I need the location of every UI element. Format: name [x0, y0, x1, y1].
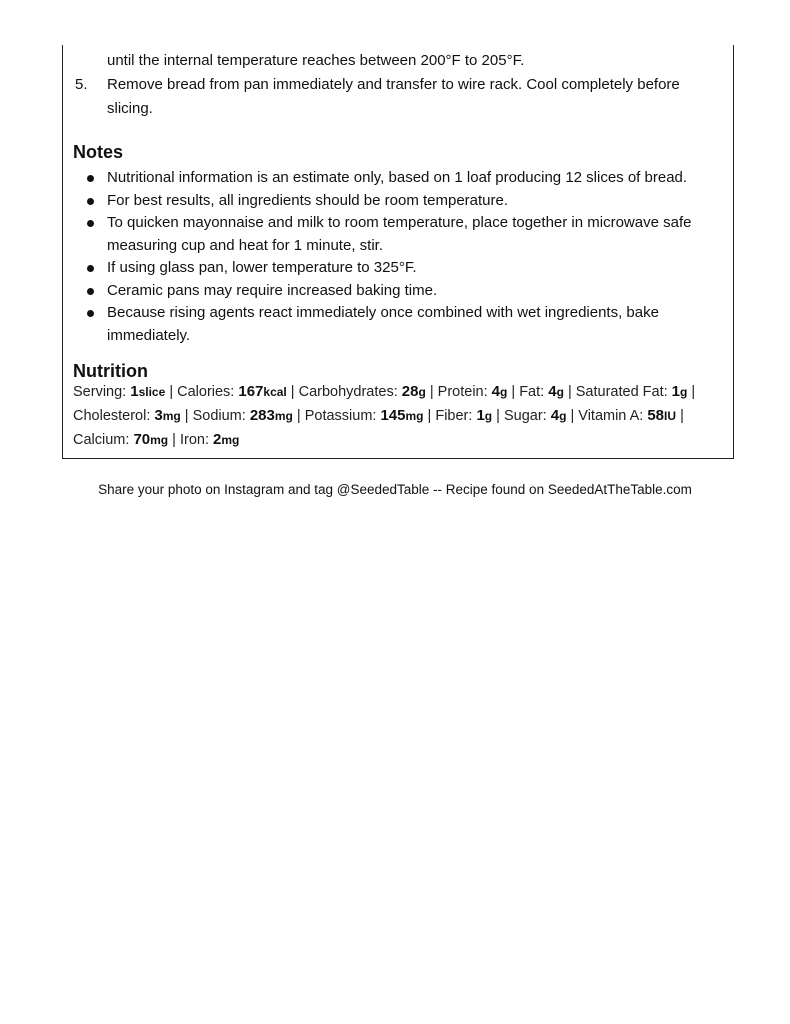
- nutrition-item: [73, 384, 165, 400]
- nutrition-label: Cholesterol:: [73, 408, 151, 424]
- note-item: [63, 167, 733, 190]
- nutrition-label: Fiber:: [435, 408, 473, 424]
- nutrition-item: [578, 408, 676, 424]
- notes-heading: Notes: [73, 142, 124, 162]
- nutrition-value: 1: [671, 383, 681, 400]
- nutrition-item: [438, 384, 508, 400]
- nutrition-value: 28: [401, 383, 419, 400]
- nutrition-label: Calcium:: [73, 432, 130, 448]
- bullet-icon: [87, 175, 94, 182]
- nutrition-unit: g: [418, 385, 426, 399]
- notes-list: [63, 167, 733, 347]
- bullet-icon: [87, 288, 94, 295]
- nutrition-item: [576, 384, 688, 400]
- recipe-card: [62, 45, 734, 459]
- nutrition-separator: |: [570, 408, 575, 424]
- share-footer: Share your photo on Instagram and tag @SeededTable -- Recipe found on SeededAtTheTable.com: [98, 482, 692, 497]
- nutrition-separator: |: [691, 384, 696, 400]
- note-text: Nutritional information is an estimate only, based on 1 loaf producing 12 slices of bread.: [107, 169, 688, 186]
- nutrition-unit: mg: [405, 409, 424, 423]
- nutrition-unit: g: [680, 385, 688, 399]
- note-text: Ceramic pans may require increased baking time.: [107, 281, 438, 299]
- nutrition-heading: Nutrition: [73, 361, 148, 381]
- nutrition-label: Fat:: [519, 384, 545, 400]
- bullet-icon: [87, 310, 94, 317]
- nutrition-item: [519, 384, 564, 400]
- nutrition-value: 4: [548, 383, 557, 400]
- note-item: [63, 257, 733, 280]
- nutrition-unit: g: [500, 385, 508, 399]
- nutrition-separator: |: [511, 384, 516, 400]
- nutrition-item: [305, 408, 424, 424]
- nutrition-item: [435, 408, 492, 424]
- nutrition-unit: mg: [274, 409, 293, 423]
- nutrition-item: [180, 432, 239, 448]
- nutrition-value: 1: [476, 407, 485, 424]
- nutrition-item: [73, 432, 168, 448]
- note-text: For best results, all ingredients should be room temperature.: [107, 191, 509, 209]
- nutrition-separator: |: [296, 408, 301, 424]
- note-text: To quicken mayonnaise and milk to room temperature, place together in microwave safe measuring cup and heat for 1 minute, stir.: [107, 214, 692, 254]
- nutrition-value: 1: [130, 383, 139, 400]
- nutrition-separator: |: [496, 408, 500, 424]
- nutrition-unit: mg: [221, 433, 240, 447]
- nutrition-value: 3: [154, 407, 163, 424]
- nutrition-label: Saturated Fat:: [575, 384, 668, 400]
- nutrition-item: [504, 408, 566, 424]
- nutrition-item: [177, 384, 287, 400]
- nutrition-unit: mg: [150, 433, 169, 447]
- nutrition-label: Vitamin A:: [578, 408, 644, 424]
- nutrition-value: 4: [550, 407, 560, 424]
- nutrition-separator: |: [184, 408, 189, 424]
- nutrition-facts: [73, 380, 733, 452]
- instruction-continuation: until the internal temperature reaches between 200°F to 205°F.: [107, 52, 525, 69]
- nutrition-label: Iron:: [179, 432, 209, 448]
- note-item: [63, 212, 733, 257]
- nutrition-value: 167: [238, 383, 264, 400]
- nutrition-unit: slice: [138, 385, 166, 399]
- nutrition-unit: kcal: [263, 385, 287, 399]
- nutrition-separator: |: [680, 408, 684, 424]
- nutrition-value: 58: [647, 407, 665, 424]
- nutrition-label: Sugar:: [503, 408, 547, 424]
- nutrition-unit: mg: [162, 409, 181, 423]
- nutrition-separator: |: [172, 432, 176, 448]
- nutrition-label: Calories:: [177, 384, 235, 400]
- nutrition-separator: |: [290, 384, 295, 400]
- nutrition-separator: |: [567, 384, 572, 400]
- nutrition-unit: g: [484, 409, 493, 423]
- nutrition-item: [299, 384, 426, 400]
- note-item: [63, 280, 733, 303]
- note-item: [63, 302, 733, 347]
- nutrition-unit: g: [556, 385, 564, 399]
- step-number: 5.: [75, 76, 88, 93]
- note-text: If using glass pan, lower temperature to 325°F.: [107, 259, 417, 276]
- nutrition-label: Carbohydrates:: [298, 384, 398, 400]
- note-text: Because rising agents react immediately once combined with wet ingredients, bake immediately.: [107, 304, 659, 344]
- nutrition-label: Sodium:: [192, 408, 246, 424]
- nutrition-value: 283: [249, 407, 275, 424]
- bullet-icon: [87, 198, 94, 205]
- nutrition-separator: |: [427, 408, 432, 424]
- nutrition-label: Protein:: [437, 384, 488, 400]
- nutrition-item: [193, 408, 293, 424]
- nutrition-value: 4: [491, 383, 501, 400]
- nutrition-unit: IU: [664, 409, 677, 423]
- bullet-icon: [87, 220, 94, 227]
- nutrition-label: Potassium:: [304, 408, 377, 424]
- nutrition-unit: g: [559, 409, 567, 423]
- nutrition-separator: |: [169, 384, 174, 400]
- nutrition-value: 145: [380, 407, 406, 424]
- bullet-icon: [87, 265, 94, 272]
- nutrition-value: 70: [133, 431, 151, 448]
- nutrition-item: [73, 408, 181, 424]
- note-item: [63, 190, 733, 213]
- nutrition-value: 2: [213, 431, 222, 448]
- nutrition-separator: |: [429, 384, 434, 400]
- step-text: Remove bread from pan immediately and transfer to wire rack. Cool completely before slicing.: [107, 76, 680, 117]
- nutrition-label: Serving:: [73, 384, 127, 400]
